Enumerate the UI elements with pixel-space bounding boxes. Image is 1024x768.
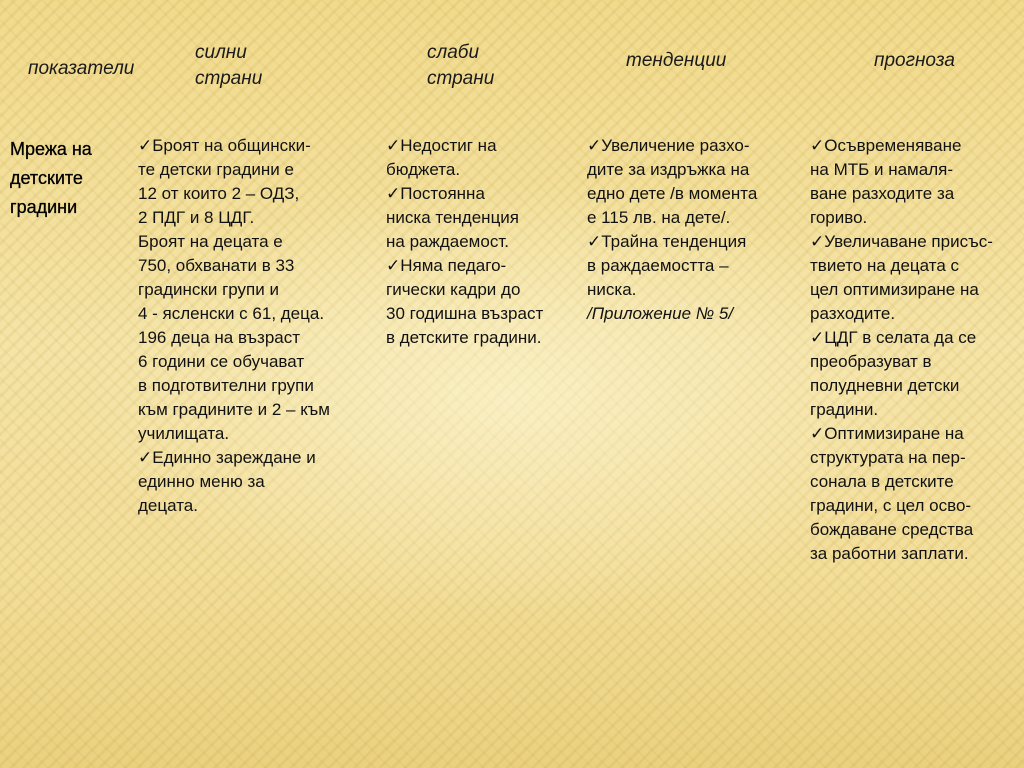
- cell-line: структурата на пер-: [810, 448, 966, 467]
- row-label: [10, 135, 130, 222]
- cell-line: гориво.: [810, 208, 868, 227]
- header-trends: тенденции: [626, 50, 727, 71]
- cell-line: ✓Недостиг на: [386, 136, 497, 155]
- cell-line: ✓Трайна тенденция: [587, 232, 747, 251]
- cell-line: полудневни детски: [810, 376, 960, 395]
- cell-line: на раждаемост.: [386, 232, 509, 251]
- cell-line: ✓Осъвременяване: [810, 136, 962, 155]
- cell-line: 30 годишна възраст: [386, 304, 544, 323]
- cell-line: към градините и 2 – към: [138, 400, 330, 419]
- cell-line: ✓Увеличение разхо-: [587, 136, 750, 155]
- forecast-cell: [810, 134, 1015, 566]
- cell-line: ✓Единно зареждане и: [138, 448, 316, 467]
- cell-line: ✓Увеличаване присъс-: [810, 232, 993, 251]
- header-weaknesses-line: страни: [427, 68, 495, 89]
- row-label-line: градини: [10, 197, 78, 217]
- cell-line: 4 - ясленски с 61, деца.: [138, 304, 325, 323]
- appendix-note: /Приложение № 5/: [587, 304, 734, 323]
- cell-line: в раждаемостта –: [587, 256, 729, 275]
- header-strengths: [195, 40, 262, 92]
- cell-line: бюджета.: [386, 160, 461, 179]
- cell-line: 2 ПДГ и 8 ЦДГ.: [138, 208, 255, 227]
- cell-line: ниска.: [587, 280, 637, 299]
- strengths-cell: [138, 134, 373, 518]
- header-strengths-line: страни: [195, 68, 263, 89]
- header-weaknesses: [427, 40, 494, 92]
- cell-line: ✓Постоянна: [386, 184, 485, 203]
- cell-line: за работни заплати.: [810, 544, 969, 563]
- header-strengths-line: силни: [195, 42, 247, 63]
- row-label-line: Мрежа на: [10, 139, 92, 159]
- cell-line: сонала в детските: [810, 472, 954, 491]
- header-indicators: показатели: [28, 58, 135, 79]
- cell-line: ✓Броят на общински-: [138, 136, 311, 155]
- cell-line: градински групи и: [138, 280, 279, 299]
- cell-line: Броят на децата е: [138, 232, 283, 251]
- cell-line: твието на децата с: [810, 256, 960, 275]
- cell-line: 12 от които 2 – ОДЗ,: [138, 184, 300, 203]
- row-label-line: детските: [10, 168, 83, 188]
- cell-line: 6 години се обучават: [138, 352, 305, 371]
- cell-line: ✓Оптимизиране на: [810, 424, 964, 443]
- cell-line: единно меню за: [138, 472, 265, 491]
- cell-line: гически кадри до: [386, 280, 521, 299]
- trends-cell: [587, 134, 797, 326]
- cell-line: в подготвителни групи: [138, 376, 314, 395]
- weaknesses-cell: [386, 134, 581, 350]
- cell-line: 750, обхванати в 33: [138, 256, 295, 275]
- cell-line: децата.: [138, 496, 198, 515]
- cell-line: на МТБ и намаля-: [810, 160, 953, 179]
- cell-line: е 115 лв. на дете/.: [587, 208, 731, 227]
- cell-line: 196 деца на възраст: [138, 328, 301, 347]
- cell-line: те детски градини е: [138, 160, 294, 179]
- cell-line: преобразуват в: [810, 352, 932, 371]
- cell-line: бождаване средства: [810, 520, 974, 539]
- cell-line: едно дете /в момента: [587, 184, 758, 203]
- cell-line: училищата.: [138, 424, 230, 443]
- cell-line: градини.: [810, 400, 879, 419]
- cell-line: ниска тенденция: [386, 208, 520, 227]
- cell-line: дите за издръжка на: [587, 160, 750, 179]
- cell-line: разходите.: [810, 304, 896, 323]
- cell-line: градини, с цел осво-: [810, 496, 972, 515]
- cell-line: в детските градини.: [386, 328, 542, 347]
- header-forecast: прогноза: [874, 50, 955, 71]
- header-weaknesses-line: слаби: [427, 42, 480, 63]
- cell-line: цел оптимизиране на: [810, 280, 979, 299]
- cell-line: ✓Няма педаго-: [386, 256, 507, 275]
- cell-line: ✓ЦДГ в селата да се: [810, 328, 977, 347]
- cell-line: ване разходите за: [810, 184, 955, 203]
